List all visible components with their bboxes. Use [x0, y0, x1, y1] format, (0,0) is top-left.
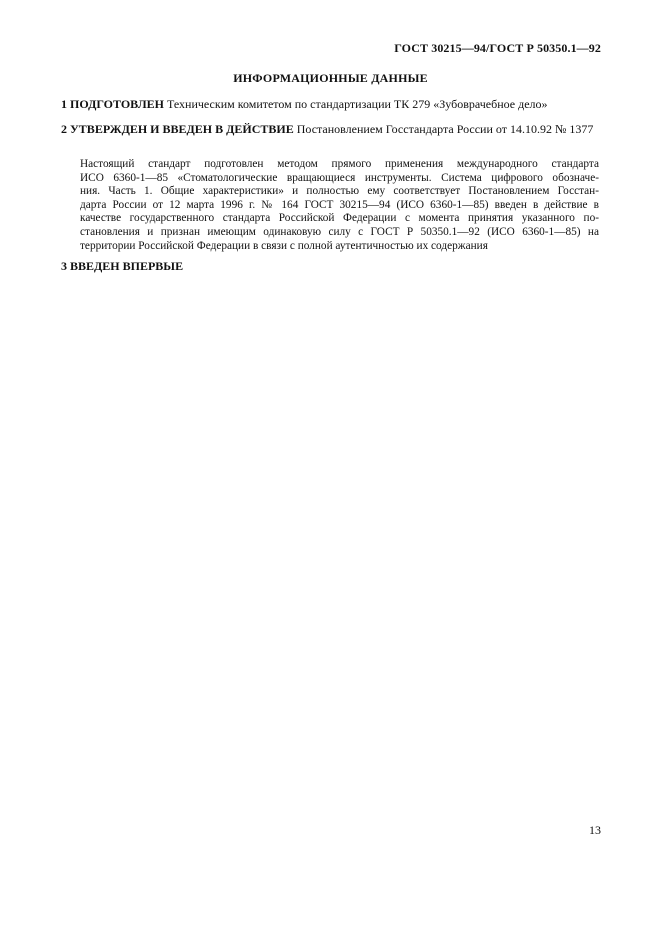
paragraph-line: качестве государственного стандарта Российской Федерации с момента принятия указанного по- — [80, 212, 599, 225]
info-item-1 — [61, 97, 599, 112]
item-number: 3 — [61, 259, 67, 273]
item-lead: УТВЕРЖДЕН И ВВЕДЕН В ДЕЙСТВИЕ — [70, 122, 294, 136]
page-number: 13 — [589, 823, 601, 837]
section-title: ИНФОРМАЦИОННЫЕ ДАННЫЕ — [233, 71, 428, 85]
item-lead: ПОДГОТОВЛЕН — [70, 97, 165, 111]
paragraph-line: ИСО 6360-1—85 «Стоматологические вращающиеся инструменты. Система цифрового обозначе- — [80, 171, 599, 184]
item-number: 1 — [61, 97, 67, 111]
item-text: Техническим комитетом по стандартизации ТК 279 «Зубоврачебное дело» — [167, 97, 548, 111]
paragraph-line: дарта России от 12 марта 1996 г. № 164 ГОСТ 30215—94 (ИСО 6360-1—85) введен в действие в — [80, 198, 599, 211]
paragraph-line: становления и признан имеющим одинаковую силу с ГОСТ Р 50350.1—92 (ИСО 6360-1—85) на — [80, 225, 599, 238]
paragraph-line: территории Российской Федерации в связи с полной аутентичностью их содержания — [80, 239, 488, 252]
item-lead: ВВЕДЕН ВПЕРВЫЕ — [70, 259, 184, 273]
item-2-paragraph — [80, 158, 599, 253]
item-text: Постановлением Госстандарта России от 14.10.92 № 1377 — [296, 122, 594, 136]
info-item-2 — [61, 122, 599, 137]
paragraph-line: ния. Часть 1. Общие характеристики» и полностью ему соответствует Постановлением Госстан- — [80, 185, 599, 198]
paragraph-line: Настоящий стандарт подготовлен методом прямого применения международного стандарта — [80, 158, 599, 170]
item-number: 2 — [61, 122, 67, 136]
document-code-header: ГОСТ 30215—94/ГОСТ Р 50350.1—92 — [394, 41, 601, 55]
info-item-3 — [61, 259, 599, 274]
